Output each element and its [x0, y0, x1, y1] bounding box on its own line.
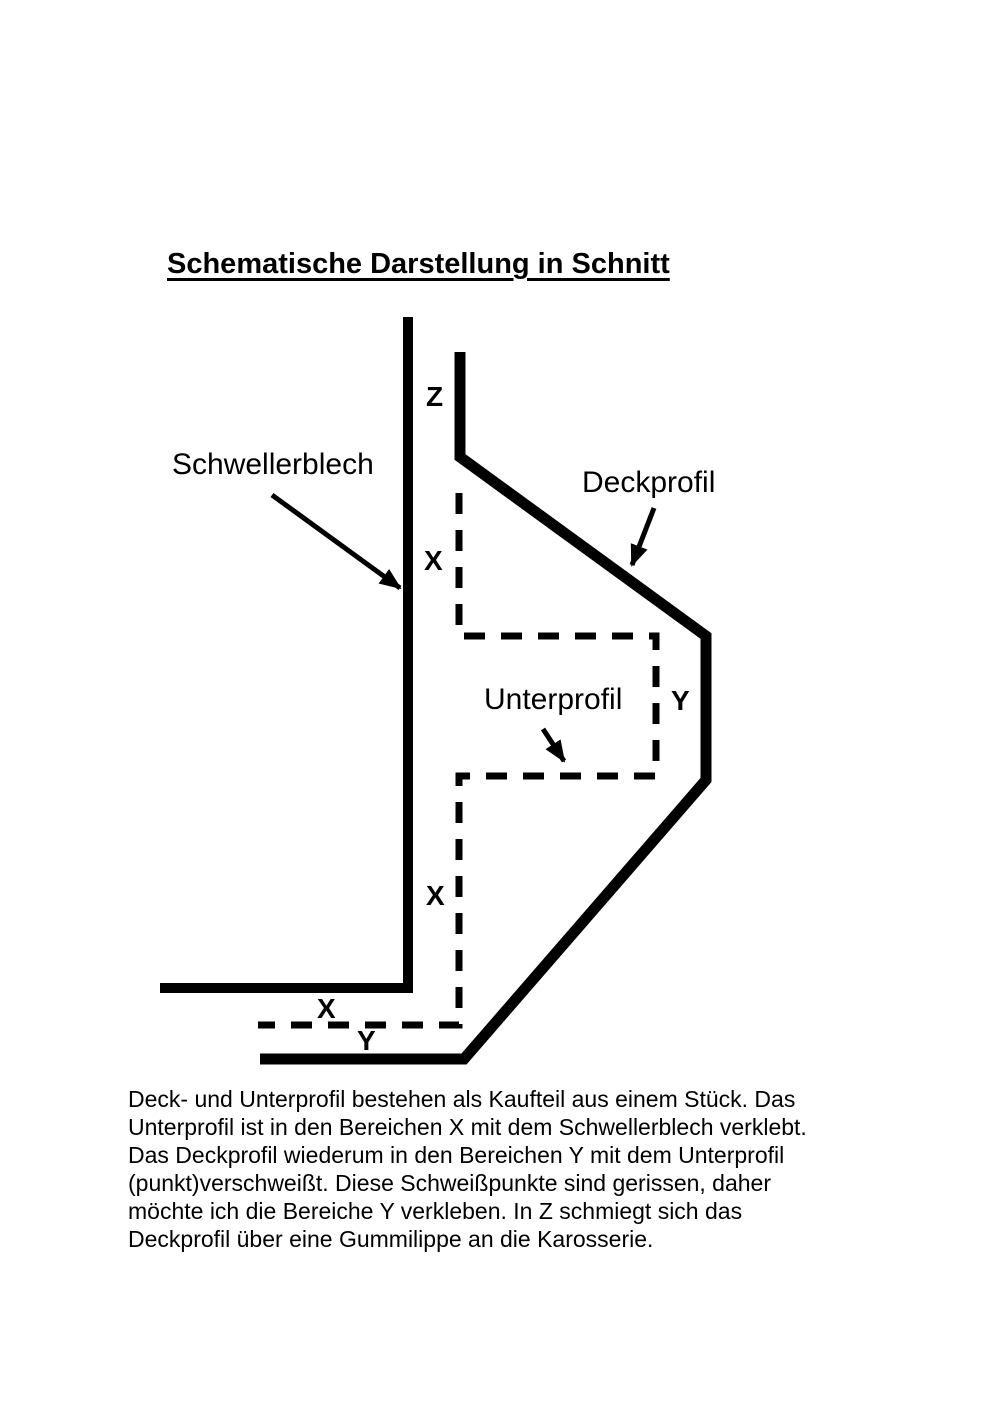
- label-deckprofil: Deckprofil: [582, 466, 716, 499]
- deckprofil-arrow: [632, 508, 654, 565]
- schwellerblech-arrow: [272, 495, 400, 588]
- description-line: Deckprofil über eine Gummilippe an die Karosserie.: [128, 1226, 654, 1252]
- label-unterprofil: Unterprofil: [484, 683, 623, 716]
- zone-marker-x-upper: X: [424, 545, 443, 576]
- description-paragraph: [128, 1085, 807, 1253]
- description-line: Deck- und Unterprofil bestehen als Kaufteil aus einem Stück. Das: [128, 1086, 796, 1112]
- zone-marker-z-top: Z: [426, 381, 444, 412]
- zone-marker-x-middle: X: [426, 880, 445, 911]
- zone-marker-y-bottom: Y: [357, 1025, 376, 1056]
- zone-marker-y-right: Y: [671, 685, 690, 716]
- description-line: Das Deckprofil wiederum in den Bereichen Y mit dem Unterprofil: [128, 1142, 785, 1168]
- description-line: (punkt)verschweißt. Diese Schweißpunkte sind gerissen, daher: [128, 1170, 772, 1196]
- page-title: Schematische Darstellung in Schnitt: [167, 248, 670, 280]
- zone-marker-x-bottom: X: [317, 993, 336, 1024]
- schwellerblech-outline: [160, 317, 408, 988]
- unterprofil-arrow: [543, 729, 564, 761]
- label-schwellerblech: Schwellerblech: [172, 448, 374, 481]
- description-line: möchte ich die Bereiche Y verkleben. In Z schmiegt sich das: [128, 1198, 743, 1224]
- unterprofil-dashed-outline: [258, 493, 656, 1025]
- description-line: Unterprofil ist in den Bereichen X mit dem Schwellerblech verklebt.: [128, 1114, 807, 1140]
